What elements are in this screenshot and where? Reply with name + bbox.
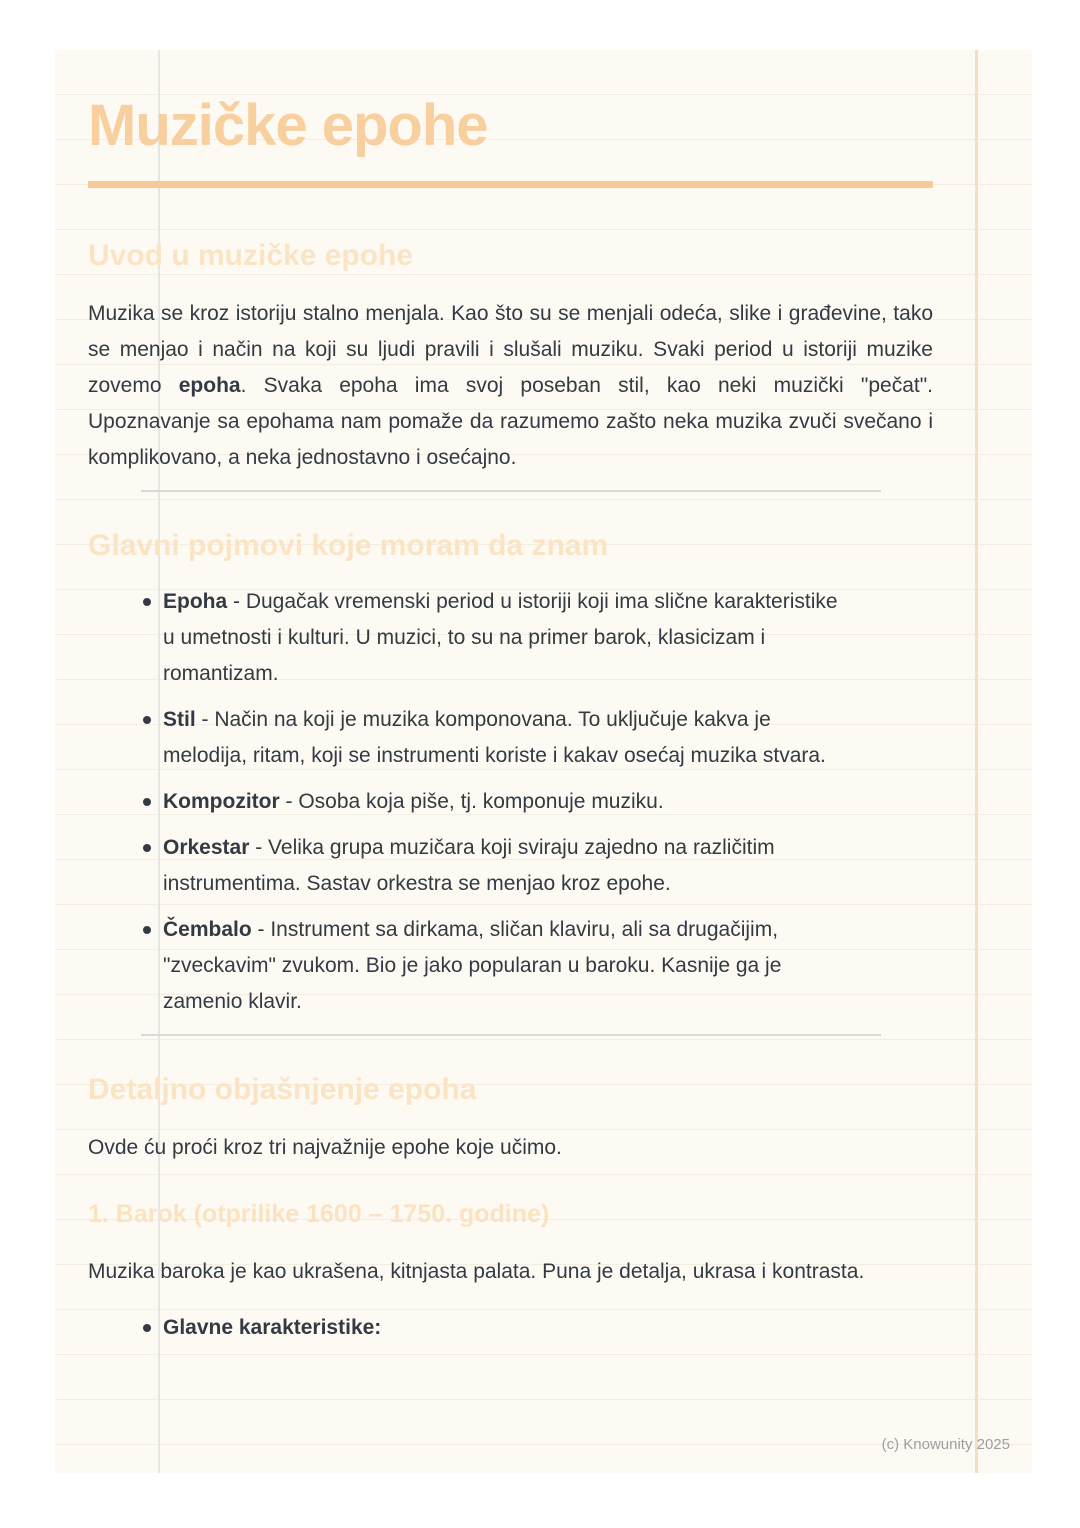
term-label: Stil <box>163 708 196 731</box>
term-description: - Dugačak vremenski period u istoriji koji ima slične karakteristike u umetnosti i kulturi. U muzici, to su na primer barok, klasicizam i romantizam. <box>163 590 838 685</box>
intro-paragraph <box>88 296 933 476</box>
bullet-dot-icon <box>143 926 151 934</box>
term-description: - Način na koji je muzika komponovana. To uključuje kakva je melodija, ritam, koji se instrumenti koriste i kakav osećaj muzika stvara. <box>163 708 826 767</box>
intro-text-part: Muzika se kroz istoriju stalno menjala. Kao što su se menjali odeća, slike i građevine, tako se menjao i način na koji su ljudi pravili i slušali muziku. Svaki period u istoriji muzike zovemo <box>88 302 933 397</box>
right-margin-line <box>975 50 978 1473</box>
title-underline-rule <box>88 181 933 188</box>
term-list-item <box>88 784 853 820</box>
section-divider <box>141 490 881 492</box>
term-label: Epoha <box>163 590 228 613</box>
barok-paragraph: Muzika baroka je kao ukrašena, kitnjasta palata. Puna je detalja, ukrasa i kontrasta. <box>88 1260 865 1283</box>
notebook-paper <box>55 50 1032 1473</box>
section-heading-detailed: Detaljno objašnjenje epoha <box>88 1073 477 1106</box>
term-description: - Osoba koja piše, tj. komponuje muziku. <box>279 790 664 813</box>
term-description: - Velika grupa muzičara koji sviraju zajedno na različitim instrumentima. Sastav orkestra se menjao kroz epohe. <box>163 836 775 895</box>
footer-copyright: (c) Knowunity 2025 <box>881 1436 1010 1453</box>
section-divider <box>141 1034 881 1036</box>
bullet-dot-icon <box>143 598 151 606</box>
bullet-dot-icon <box>143 1324 151 1332</box>
subsection-heading-barok: 1. Barok (otprilike 1600 – 1750. godine) <box>88 1200 550 1228</box>
term-list-item <box>88 912 853 1020</box>
intro-bold-word: epoha <box>178 374 241 397</box>
bullet-dot-icon <box>143 798 151 806</box>
bullet-dot-icon <box>143 716 151 724</box>
term-label: Čembalo <box>163 918 252 941</box>
characteristics-label: Glavne karakteristike: <box>163 1316 382 1339</box>
intro-text-part: . Svaka epoha ima svoj poseban stil, kao neki muzički "pečat". Upoznavanje sa epohama nam pomaže da razumemo zašto neka muzika zvuči svečano i komplikovano, a neka jednostavno i osećajno. <box>88 374 934 469</box>
detailed-intro-paragraph: Ovde ću proći kroz tri najvažnije epohe koje učimo. <box>88 1136 562 1159</box>
key-terms-list <box>88 584 933 1020</box>
document-content <box>88 50 933 1356</box>
term-list-item <box>88 830 853 902</box>
page-title: Muzičke epohe <box>88 93 488 158</box>
characteristics-list <box>88 1310 933 1346</box>
bullet-dot-icon <box>143 844 151 852</box>
term-list-item <box>88 702 853 774</box>
term-label: Orkestar <box>163 836 250 859</box>
characteristics-item <box>88 1310 853 1346</box>
term-list-item <box>88 584 853 692</box>
section-heading-intro: Uvod u muzičke epohe <box>88 239 414 272</box>
term-description: - Instrument sa dirkama, sličan klaviru, ali sa drugačijim, "zveckavim" zvukom. Bio je jako popularan u baroku. Kasnije ga je zamenio klavir. <box>163 918 782 1013</box>
term-label: Kompozitor <box>163 790 280 813</box>
section-heading-key-terms: Glavni pojmovi koje moram da znam <box>88 529 609 562</box>
